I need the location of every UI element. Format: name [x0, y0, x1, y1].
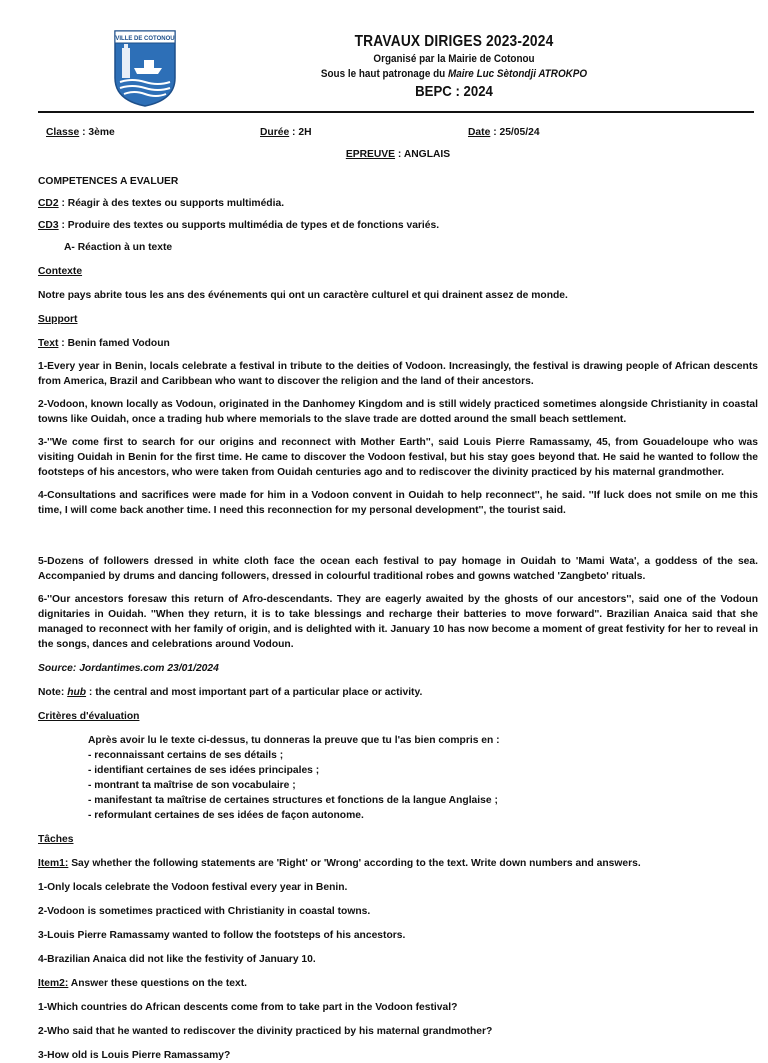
item1-statement: 2-Vodoon is sometimes practiced with Christianity in coastal towns. [38, 906, 371, 917]
critere-item: - reformulant certaines de ses idées de façon autonome. [88, 810, 364, 821]
item2-question: 1-Which countries do African descents come from to take part in the Vodoon festival? [38, 1002, 458, 1013]
patronage-name: Maire Luc Sètondji ATROKPO [447, 68, 588, 80]
info-row [38, 125, 758, 141]
paragraph-1: 1-Every year in Benin, locals celebrate a festival in tribute to the deities of Vodoon. Increasingly, the festival is drawing people of African descents from America, Brazil and Caribbean who want to discover the religion and the land of their ancestors. [38, 361, 758, 387]
paragraph-4: 4-Consultations and sacrifices were made for him in a Vodoon convent in Ouidah to help reconnect'', he said. ''If luck does not smile on me this time, I will come back another time. I need this reconnection for my personal development'', the tourist said. [38, 490, 758, 516]
contexte-text: Notre pays abrite tous les ans des événements qui ont un caractère culturel et qui drainent assez de monde. [38, 290, 568, 301]
document-header [230, 32, 678, 101]
patronage-prefix: Sous le haut patronage du [320, 68, 446, 80]
item1-statement: 3-Louis Pierre Ramassamy wanted to follow the footsteps of his ancestors. [38, 930, 406, 941]
critere-item: - manifestant ta maîtrise de certaines structures et fonctions de la langue Anglaise ; [88, 795, 498, 806]
classe-field: Classe : 3ème [46, 127, 115, 138]
cd2-line: CD2 : Réagir à des textes ou supports multimédia. [38, 198, 285, 209]
contexte-heading: Contexte [38, 266, 83, 277]
criteres-intro: Après avoir lu le texte ci-dessus, tu donneras la preuve que tu l'as bien compris en : [88, 735, 500, 746]
text-title: Text : Benin famed Vodoun [38, 338, 170, 349]
item2-instruction: Item2: Answer these questions on the text. [38, 978, 248, 989]
epreuve-line: EPREUVE : ANGLAIS [345, 149, 451, 160]
critere-item: - montrant ta maîtrise de son vocabulaire ; [88, 780, 296, 791]
support-heading: Support [38, 314, 78, 325]
date-field: Date : 25/05/24 [468, 127, 540, 138]
cotonou-logo [112, 28, 178, 108]
taches-heading: Tâches [38, 834, 74, 845]
cd3-line: CD3 : Produire des textes ou supports multimédia de types et de fonctions variés. [38, 220, 440, 231]
item1-instruction: Item1: Say whether the following statements are 'Right' or 'Wrong' according to the text. Write down numbers and answers. [38, 858, 641, 869]
document-body [38, 120, 758, 1063]
note-line: Note: hub : the central and most important part of a particular place or activity. [38, 687, 423, 698]
section-a-heading: A- Réaction à un texte [64, 242, 173, 253]
critere-item: - reconnaissant certains de ses détails ; [88, 750, 284, 761]
paragraph-6: 6-''Our ancestors foresaw this return of Afro-descendants. They are eagerly awaited by the ghosts of our ancestors'', said one of the Vodoun dignitaries in Ouidah. ''When they return, it is to take blessings and recharge their batteries to move forward''. Brazilian Anaica said that she managed to reconnect with her family of origin, and is delighted with it. January 10 has now become a moment of great festivity for her to reveal in the songs, dances and celebrations around Vodoun. [38, 594, 758, 650]
header-divider [38, 111, 754, 113]
document-title: TRAVAUX DIRIGES 2023-2024 [354, 33, 554, 50]
exam-name: BEPC : 2024 [415, 83, 493, 100]
criteres-heading: Critères d'évaluation [38, 711, 140, 722]
paragraph-3: 3-''We come first to search for our origins and reconnect with Mother Earth'', said Louis Pierre Ramassamy, 45, from Gouadeloupe who was visiting Ouidah in Benin for the first time. He came to discover the Vodoon festival, but his stay goes beyond that. He said he wanted to follow the footsteps of his ancestors, who were taken from Ouidah centuries ago and to rediscover the divinity practiced by his maternal grandmother. [38, 437, 758, 478]
organiser-line: Organisé par la Mairie de Cotonou [373, 53, 535, 65]
item2-question: 3-How old is Louis Pierre Ramassamy? [38, 1050, 231, 1061]
item2-question: 2-Who said that he wanted to rediscover the divinity practiced by his maternal grandmother? [38, 1026, 493, 1037]
item1-statement: 1-Only locals celebrate the Vodoon festival every year in Benin. [38, 882, 348, 893]
paragraph-2: 2-Vodoon, known locally as Vodoun, originated in the Danhomey Kingdom and is still widely practiced sometimes alongside Christianity in coastal towns like Ouidah, once a trading hub where memorials to the slave trade are dotted around the small beach settlement. [38, 399, 758, 425]
critere-item: - identifiant certaines de ses idées principales ; [88, 765, 320, 776]
logo-text: VILLE DE COTONOU [115, 36, 175, 42]
paragraph-5: 5-Dozens of followers dressed in white cloth face the ocean each festival to pay homage in Ouidah to 'Mami Wata', a goddess of the sea. Accompanied by drums and dancing followers, dressed in colourful traditional robes and gowns watched 'Zangbeto' rituals. [38, 556, 758, 582]
competences-heading: COMPETENCES A EVALUER [38, 176, 179, 187]
duree-field: Durée : 2H [260, 127, 312, 138]
patronage-line [252, 67, 655, 82]
item1-statement: 4-Brazilian Anaica did not like the festivity of January 10. [38, 954, 316, 965]
source-line: Source: Jordantimes.com 23/01/2024 [38, 663, 219, 674]
